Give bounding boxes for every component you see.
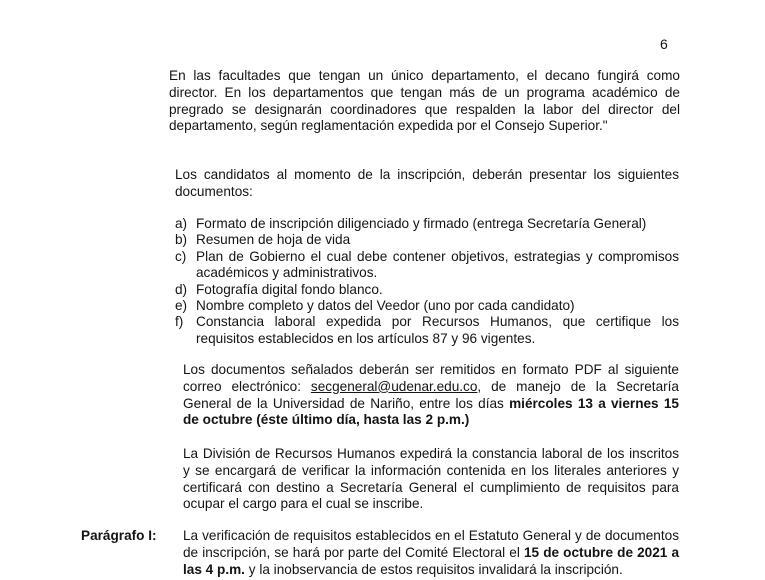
list-item-text: Fotografía digital fondo blanco. — [196, 281, 383, 297]
submission-dates: miércoles 13 a viernes 15 de octubre (éste último día, hasta las 2 p.m.) — [183, 395, 679, 428]
list-item-label: a) — [175, 216, 188, 231]
paragraph-one-label: Parágrafo I: — [81, 528, 157, 543]
paragraph-one-date: 15 de octubre de 2021 a las 4 p.m. — [183, 544, 680, 577]
list-item — [175, 282, 679, 298]
list-item-text: Constancia laboral expedida por Recursos Humanos, que certifique los requisitos establecidos en los artículos 87 y 96 vigentes. — [196, 314, 679, 346]
page-number: 6 — [660, 36, 668, 52]
list-item-label: f) — [175, 314, 184, 330]
email-link[interactable]: secgeneral@udenar.edu.co — [310, 378, 478, 394]
list-item — [175, 232, 679, 248]
submission-text-2: , de manejo de la Secretaría General de la Universidad de Nariño, entre los días — [183, 378, 679, 411]
list-item-text: Resumen de hoja de vida — [196, 232, 351, 248]
list-item — [175, 249, 679, 282]
list-item — [175, 298, 679, 314]
intro-paragraph: En las facultades que tengan un único departamento, el decano fungirá como director. En los departamentos que tengan más de un programa académico de pregrado se designarán coordinadores que respalden la labor del director del departamento, según reglamentación expedida por el Consejo Superior." — [169, 68, 680, 134]
list-item-label: e) — [175, 298, 188, 314]
list-item-label: d) — [175, 281, 188, 297]
list-item-label: c) — [175, 248, 187, 264]
candidates-intro: Los candidatos al momento de la inscripción, deberán presentar los siguientes documentos: — [175, 167, 679, 199]
hr-paragraph: La División de Recursos Humanos expedirá la constancia laboral de los inscritos y se encargará de verificar la información contenida en los literales anteriores y certificará con destino a Secretaría General el cumplimiento de requisitos para ocupar el cargo para el cual se inscribe. — [183, 446, 679, 512]
paragraph-one-text — [183, 528, 679, 578]
paragraph-one-text-1: La verificación de requisitos establecidos en el Estatuto General y de documentos de inscripción, se hará por parte del Comité Electoral el — [183, 528, 679, 560]
list-item-text: Plan de Gobierno el cual debe contener objetivos, estrategias y compromisos académicos y administrativos. — [196, 248, 679, 281]
list-item-text: Formato de inscripción diligenciado y firmado (entrega Secretaría General) — [196, 216, 647, 231]
list-item — [175, 216, 679, 232]
paragraph-one-text-2: y la inobservancia de estos requisitos invalidará la inscripción. — [244, 561, 623, 577]
list-item-text: Nombre completo y datos del Veedor (uno por cada candidato) — [196, 298, 575, 314]
list-item-label: b) — [175, 232, 188, 248]
submission-text-1: Los documentos señalados deberán ser remitidos en formato PDF al siguiente correo electrónico: — [183, 362, 679, 394]
documents-list — [175, 216, 679, 347]
submission-paragraph — [183, 362, 679, 429]
list-item — [175, 314, 679, 347]
